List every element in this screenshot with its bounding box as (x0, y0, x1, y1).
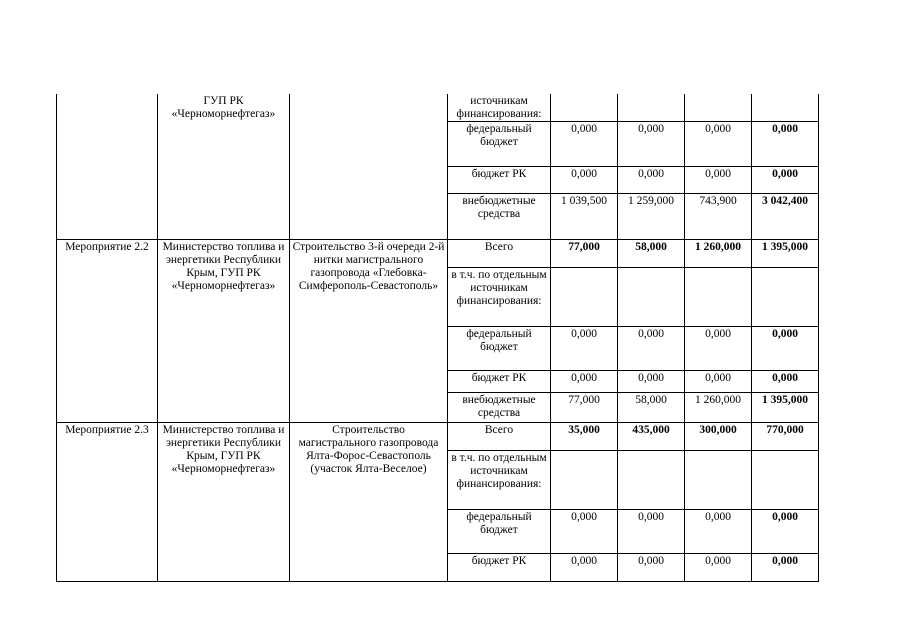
total-cell: 0,000 (752, 122, 819, 167)
value-cell: 0,000 (551, 167, 618, 194)
total-cell: 770,000 (752, 423, 819, 451)
value-cell: 0,000 (618, 371, 685, 393)
value-cell: 58,000 (618, 240, 685, 268)
value-cell (551, 268, 618, 327)
value-cell: 1 260,000 (685, 393, 752, 423)
event-cell: Мероприятие 2.3 (57, 423, 158, 582)
total-cell: 0,000 (752, 371, 819, 393)
event-cell: Мероприятие 2.2 (57, 240, 158, 423)
value-cell: 1 039,500 (551, 194, 618, 240)
total-cell: 1 395,000 (752, 240, 819, 268)
source-label: бюджет РК (448, 371, 551, 393)
value-cell (618, 451, 685, 510)
value-cell: 77,000 (551, 393, 618, 423)
total-cell: 0,000 (752, 554, 819, 582)
total-cell (752, 94, 819, 122)
value-cell: 0,000 (618, 122, 685, 167)
value-cell (618, 94, 685, 122)
source-label: Всего (448, 423, 551, 451)
value-cell: 300,000 (685, 423, 752, 451)
total-cell (752, 451, 819, 510)
value-cell: 58,000 (618, 393, 685, 423)
total-cell: 0,000 (752, 510, 819, 554)
event-name-cell: Строительство 3-й очереди 2-й нитки магистрального газопровода «Глебовка-Симферополь-Севастополь» (290, 240, 448, 423)
total-cell: 1 395,000 (752, 393, 819, 423)
value-cell: 1 259,000 (618, 194, 685, 240)
source-label: в т.ч. по отдельным источникам финансирования: (448, 268, 551, 327)
value-cell: 0,000 (685, 554, 752, 582)
value-cell: 0,000 (551, 327, 618, 371)
value-cell: 0,000 (685, 327, 752, 371)
value-cell: 0,000 (685, 167, 752, 194)
value-cell: 0,000 (618, 327, 685, 371)
value-cell (685, 94, 752, 122)
value-cell: 0,000 (551, 510, 618, 554)
source-label: федеральный бюджет (448, 327, 551, 371)
total-cell: 0,000 (752, 167, 819, 194)
value-cell (551, 94, 618, 122)
funding-table (56, 94, 819, 582)
executor-cell: ГУП РК «Черноморнефтегаз» (158, 94, 290, 240)
value-cell: 0,000 (551, 122, 618, 167)
value-cell: 1 260,000 (685, 240, 752, 268)
source-label: Всего (448, 240, 551, 268)
source-label: источникам финансирования: (448, 94, 551, 122)
table-row (57, 423, 819, 451)
table-row (57, 94, 819, 122)
value-cell (685, 268, 752, 327)
value-cell: 35,000 (551, 423, 618, 451)
total-cell (752, 268, 819, 327)
value-cell: 0,000 (551, 554, 618, 582)
source-label: бюджет РК (448, 554, 551, 582)
value-cell (551, 451, 618, 510)
event-cell (57, 94, 158, 240)
total-cell: 3 042,400 (752, 194, 819, 240)
value-cell: 435,000 (618, 423, 685, 451)
value-cell: 0,000 (551, 371, 618, 393)
total-cell: 0,000 (752, 327, 819, 371)
source-label: внебюджетные средства (448, 393, 551, 423)
value-cell: 0,000 (685, 371, 752, 393)
source-label: федеральный бюджет (448, 122, 551, 167)
value-cell: 0,000 (685, 122, 752, 167)
event-name-cell (290, 94, 448, 240)
value-cell: 0,000 (618, 167, 685, 194)
executor-cell: Министерство топлива и энергетики Республики Крым, ГУП РК «Черноморнефтегаз» (158, 240, 290, 423)
value-cell: 77,000 (551, 240, 618, 268)
event-name-cell: Строительство магистрального газопровода Ялта-Форос-Севастополь (участок Ялта-Веселое) (290, 423, 448, 582)
value-cell: 0,000 (685, 510, 752, 554)
value-cell: 0,000 (618, 510, 685, 554)
source-label: бюджет РК (448, 167, 551, 194)
source-label: федеральный бюджет (448, 510, 551, 554)
value-cell: 743,900 (685, 194, 752, 240)
table-row (57, 240, 819, 268)
value-cell: 0,000 (618, 554, 685, 582)
source-label: внебюджетные средства (448, 194, 551, 240)
source-label: в т.ч. по отдельным источникам финансирования: (448, 451, 551, 510)
value-cell (685, 451, 752, 510)
value-cell (618, 268, 685, 327)
executor-cell: Министерство топлива и энергетики Республики Крым, ГУП РК «Черноморнефтегаз» (158, 423, 290, 582)
